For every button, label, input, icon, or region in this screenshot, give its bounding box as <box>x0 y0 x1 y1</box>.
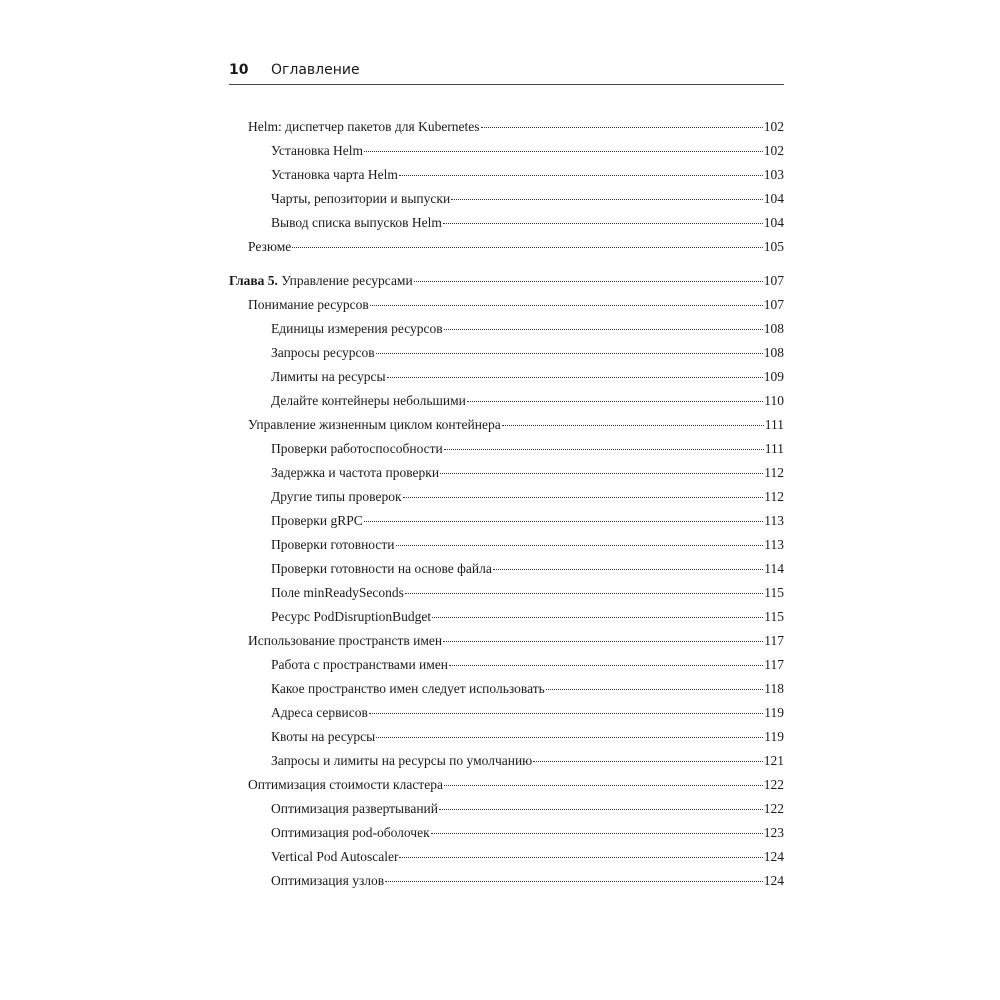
toc-entry-page: 103 <box>763 167 784 182</box>
toc-entry-title: Ресурс PodDisruptionBudget <box>271 609 432 624</box>
dot-leader <box>405 583 763 594</box>
dot-leader <box>431 823 763 834</box>
dot-leader <box>481 117 763 128</box>
toc-entry <box>271 486 784 508</box>
toc-entry-title: Запросы и лимиты на ресурсы по умолчанию <box>271 753 533 768</box>
toc-entry-title: Чарты, репозитории и выпуски <box>271 191 451 206</box>
toc-entry-page: 123 <box>763 825 784 840</box>
toc-entry-title: Оптимизация pod-оболочек <box>271 825 430 840</box>
toc-entry-page: 119 <box>764 729 784 744</box>
toc-entry <box>248 116 784 138</box>
dot-leader <box>444 439 764 450</box>
dot-leader <box>546 679 763 690</box>
toc-entry-title: Установка Helm <box>271 143 364 158</box>
toc-entry <box>271 726 784 748</box>
toc-entry-title: Проверки работоспособности <box>271 441 443 456</box>
toc-entry-title: Оптимизация развертываний <box>271 801 438 816</box>
toc-entry-page: 105 <box>763 239 784 254</box>
toc-entry <box>271 678 784 700</box>
dot-leader <box>376 727 763 738</box>
running-header <box>229 58 784 85</box>
toc-entry-title: Вывод списка выпусков Helm <box>271 215 442 230</box>
toc-entry <box>271 188 784 210</box>
dot-leader <box>444 775 763 786</box>
toc-entry <box>271 366 784 388</box>
dot-leader <box>364 511 764 522</box>
dot-leader <box>292 237 762 248</box>
dot-leader <box>387 367 763 378</box>
chapter-title: Управление ресурсами <box>277 273 413 288</box>
dot-leader <box>439 799 763 810</box>
toc-entry <box>271 750 784 772</box>
toc-entry <box>248 294 784 316</box>
toc-entry-page: 102 <box>763 143 784 158</box>
toc-entry <box>271 558 784 580</box>
toc-entry-title: Управление жизненным циклом контейнера <box>248 417 501 432</box>
toc-entry-title: Делайте контейнеры небольшими <box>271 393 466 408</box>
toc-entry-title: Запросы ресурсов <box>271 345 375 360</box>
toc-entry <box>271 582 784 604</box>
toc-entry-page: 107 <box>763 297 784 312</box>
toc-entry <box>248 236 784 258</box>
toc-entry <box>248 414 784 436</box>
toc-entry-page: 113 <box>764 513 784 528</box>
toc-entry-title: Адреса сервисов <box>271 705 368 720</box>
toc-entry-title: Использование пространств имен <box>248 633 443 648</box>
dot-leader <box>364 141 763 152</box>
dot-leader <box>370 295 763 306</box>
toc-entry-title: Проверки готовности на основе файла <box>271 561 492 576</box>
toc-entry-title <box>229 270 413 292</box>
toc-entry-title: Оптимизация узлов <box>271 873 385 888</box>
toc-entry <box>271 702 784 724</box>
toc-entry-title: Какое пространство имен следует использовать <box>271 681 545 696</box>
toc-entry-page: 113 <box>764 537 784 552</box>
toc-entry-page: 110 <box>764 393 784 408</box>
toc-entry-page: 108 <box>763 345 784 360</box>
toc-entry-page: 115 <box>764 585 784 600</box>
dot-leader <box>502 415 764 426</box>
toc-entry-page: 102 <box>763 119 784 134</box>
toc-entry-page: 104 <box>763 191 784 206</box>
toc-entry-title: Квоты на ресурсы <box>271 729 376 744</box>
chapter-label: Глава 5. <box>229 273 278 288</box>
toc-entry <box>271 798 784 820</box>
toc-entry-page: 109 <box>763 369 784 384</box>
dot-leader <box>369 703 763 714</box>
dot-leader <box>449 655 763 666</box>
toc-entry-title: Оптимизация стоимости кластера <box>248 777 443 792</box>
dot-leader <box>385 871 763 882</box>
toc-entry-page: 104 <box>763 215 784 230</box>
toc-entry-page: 117 <box>764 657 784 672</box>
toc-entry <box>271 822 784 844</box>
toc-entry <box>271 462 784 484</box>
toc-entry-page: 112 <box>764 489 784 504</box>
dot-leader <box>444 319 763 330</box>
dot-leader <box>443 213 763 224</box>
toc-entry-page: 111 <box>764 441 784 456</box>
dot-leader <box>376 343 763 354</box>
dot-leader <box>399 165 763 176</box>
dot-leader <box>396 535 764 546</box>
toc-entry <box>271 164 784 186</box>
toc-entry <box>271 438 784 460</box>
header-title: Оглавление <box>271 62 360 78</box>
toc-entry-title: Лимиты на ресурсы <box>271 369 386 384</box>
dot-leader <box>493 559 763 570</box>
toc-entry <box>271 654 784 676</box>
toc-entry <box>271 140 784 162</box>
dot-leader <box>414 271 763 282</box>
toc-entry-title: Vertical Pod Autoscaler <box>271 849 399 864</box>
dot-leader <box>440 463 763 474</box>
dot-leader <box>432 607 763 618</box>
toc-entry <box>271 390 784 412</box>
toc-entry-title: Работа с пространствами имен <box>271 657 449 672</box>
toc-entry-page: 117 <box>764 633 784 648</box>
toc-entry-page: 111 <box>764 417 784 432</box>
toc-entry-title: Helm: диспетчер пакетов для Kubernetes <box>248 119 480 134</box>
toc-entry <box>271 212 784 234</box>
toc-entry <box>271 846 784 868</box>
toc-entry-page: 108 <box>763 321 784 336</box>
toc-entry-page: 115 <box>764 609 784 624</box>
header-page-number: 10 <box>229 62 249 78</box>
toc-entry-title: Единицы измерения ресурсов <box>271 321 443 336</box>
toc-entry-page: 119 <box>764 705 784 720</box>
toc-entry-page: 124 <box>763 849 784 864</box>
toc-entry <box>271 318 784 340</box>
toc-entry-title: Проверки gRPC <box>271 513 363 528</box>
toc-entry <box>248 630 784 652</box>
toc-entry-page: 122 <box>763 801 784 816</box>
toc-entry-page: 107 <box>763 273 784 288</box>
toc-entry <box>271 870 784 892</box>
dot-leader <box>533 751 762 762</box>
toc-entry <box>271 606 784 628</box>
toc-entry-title: Понимание ресурсов <box>248 297 369 312</box>
toc-entry-title: Резюме <box>248 239 292 254</box>
toc-entry-page: 118 <box>764 681 784 696</box>
toc-entry <box>271 342 784 364</box>
dot-leader <box>451 189 763 200</box>
toc-entry-page: 122 <box>763 777 784 792</box>
toc-entry-page: 114 <box>764 561 784 576</box>
toc-entry-title: Поле minReadySeconds <box>271 585 404 600</box>
toc-entry-title: Проверки готовности <box>271 537 395 552</box>
dot-leader <box>399 847 762 858</box>
toc-entry-title: Другие типы проверок <box>271 489 402 504</box>
toc-entry-page: 124 <box>763 873 784 888</box>
toc-entry-title: Установка чарта Helm <box>271 167 398 182</box>
toc-entry <box>271 534 784 556</box>
dot-leader <box>443 631 763 642</box>
toc-chapter-entry <box>229 270 784 292</box>
dot-leader <box>403 487 764 498</box>
toc-entry-title: Задержка и частота проверки <box>271 465 440 480</box>
dot-leader <box>467 391 763 402</box>
toc-entry <box>271 510 784 532</box>
toc-entry-page: 121 <box>763 753 784 768</box>
toc-entry-page: 112 <box>764 465 784 480</box>
toc-entry <box>248 774 784 796</box>
